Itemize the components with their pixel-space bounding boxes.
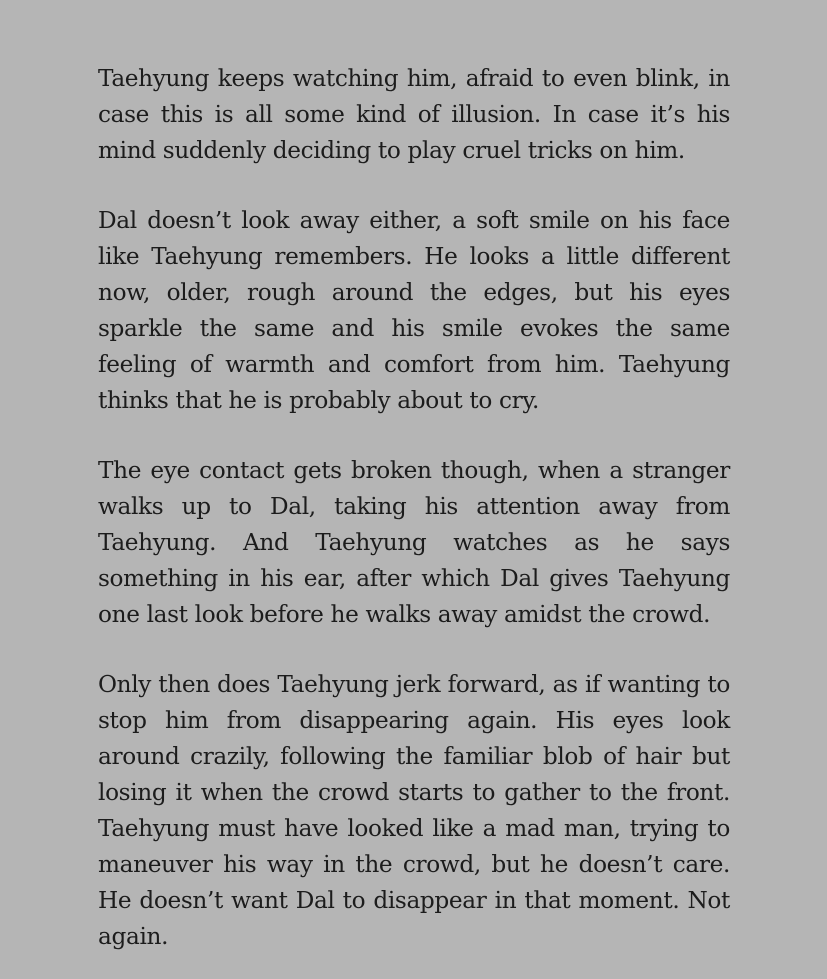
paragraph-3: The eye contact gets broken though, when a stranger walks up to Dal, taking his attention away from Taehyung. And Taehyung watches as he says something in his ear, after which Dal gives Taehyung one last look before he walks away amidst the crowd. — [98, 457, 730, 628]
paragraph-1: Taehyung keeps watching him, afraid to even blink, in case this is all some kind of illusion. In case it’s his mind suddenly deciding to play cruel tricks on him. — [98, 65, 730, 164]
paragraph-2: Dal doesn’t look away either, a soft smile on his face like Taehyung remembers. He looks a little different now, older, rough around the edges, but his eyes sparkle the same and his smile evokes the same feeling of warmth and comfort from him. Taehyung thinks that he is probably about to cry. — [98, 207, 730, 414]
paragraph-4: Only then does Taehyung jerk forward, as if wanting to stop him from disappearing again. His eyes look around crazily, following the familiar blob of hair but losing it when the crowd starts to gather to the front. Taehyung must have looked like a mad man, trying to maneuver his way in the crowd, but he doesn’t care. He doesn’t want Dal to disappear in that moment. Not again. — [98, 671, 730, 950]
